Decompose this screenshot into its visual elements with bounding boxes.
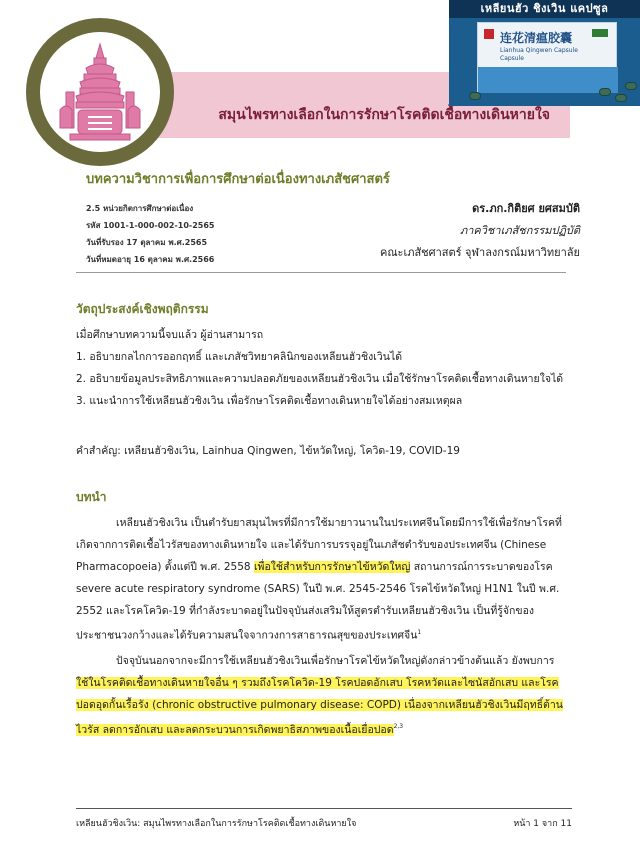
- para-text: Pharmacopoeia) ตั้งแต่ปี พ.ศ. 2558: [76, 561, 254, 573]
- capsule-box: [477, 22, 617, 92]
- para-text: สถานการณ์การระบาดของโรค: [410, 561, 553, 573]
- capsule-pill-icon: [615, 94, 627, 102]
- phra-kiao-emblem-icon: [40, 32, 160, 152]
- para-line: [76, 672, 568, 694]
- para-text: ประชาชนวงกว้างและได้รับความสนใจจากวงการสาธารณสุขของประเทศจีน: [76, 629, 418, 642]
- capsule-pill-icon: [599, 88, 611, 96]
- capsule-pill-icon: [469, 92, 481, 100]
- page-number: หน้า 1 จาก 11: [513, 819, 572, 829]
- para-line: severe acute respiratory syndrome (SARS) ในปี พ.ศ. 2545-2546 โรคไข้หวัดใหญ่ H1N1 ในปี พ.ศ.: [76, 583, 560, 595]
- objectives-list: [76, 324, 563, 412]
- box-english-sub: Capsule: [500, 55, 524, 62]
- intro-heading: บทนำ: [76, 490, 107, 504]
- capsule-pill-icon: [625, 82, 637, 90]
- highlighted-text: ใช้ในโรคติดเชื้อทางเดินหายใจอื่น ๆ รวมถึงโรคโควิด-19 โรคปอดอักเสบ โรคหวัดและไซนัสอักเสบ และโรค: [76, 677, 559, 689]
- objective-item: 3. แนะนำการใช้เหลียนฮัวชิงเวิน เพื่อรักษาโรคติดเชื้อทางเดินหายใจได้อย่างสมเหตุผล: [76, 395, 463, 407]
- box-english-name: Lianhua Qingwen Capsule: [500, 47, 578, 54]
- objectives-intro: เมื่อศึกษาบทความนี้จบแล้ว ผู้อ่านสามารถ: [76, 329, 264, 341]
- para-line: 2552 และโรคโควิด-19 ที่กำลังระบาดอยู่ในปัจจุบันส่งเสริมให้สูตรตำรับเหลียนฮัวชิงเวิน เป็นที่รู้จักของ: [76, 605, 535, 617]
- author-faculty: คณะเภสัชศาสตร์ จุฬาลงกรณ์มหาวิทยาลัย: [379, 246, 580, 259]
- product-image: [449, 0, 640, 106]
- citation-superscript: 2,3: [393, 723, 404, 730]
- product-caption: เหลียนฮัว ชิงเวิน แคปซูล: [449, 0, 640, 18]
- course-expiry-date: วันที่หมดอายุ 16 ตุลาคม พ.ศ.2566: [86, 255, 215, 264]
- author-dept: ภาควิชาเภสัชกรรมปฏิบัติ: [459, 224, 580, 237]
- course-title: บทความวิชาการเพื่อการศึกษาต่อเนื่องทางเภสัชศาสตร์: [86, 172, 390, 187]
- objective-item: 2. อธิบายข้อมูลประสิทธิภาพและความปลอดภัยของเหลียนฮัวชิงเวิน เมื่อใช้รักษาโรคติดเชื้อทางเดินหายใจได้: [76, 373, 564, 385]
- para-line: เกิดจากการติดเชื้อไวรัสของทางเดินหายใจ และได้รับการบรรจุอยู่ในเภสัชตำรับของประเทศจีน (Chinese: [76, 539, 547, 551]
- university-logo: [26, 18, 174, 166]
- section-divider: [76, 272, 566, 273]
- logo-inner: [40, 32, 160, 152]
- box-chinese-name: 连花清瘟胶囊: [500, 31, 573, 45]
- keywords-text: เหลียนฮัวชิงเวิน, Lainhua Qingwen, ไข้หวัดใหญ่, โควิด-19, COVID-19: [124, 445, 460, 457]
- course-code: รหัส 1001-1-000-002-10-2565: [86, 221, 215, 230]
- intro-paragraph-1: [76, 512, 568, 644]
- para-line: ปัจจุบันนอกจากจะมีการใช้เหลียนฮัวชิงเวินเพื่อรักษาโรคไข้หวัดใหญ่ดังกล่าวข้างต้นแล้ว ยังพบการ: [116, 655, 555, 667]
- intro-paragraph-2: [76, 650, 568, 738]
- course-accepted-date: วันที่รับรอง 17 ตุลาคม พ.ศ.2565: [86, 238, 208, 247]
- box-logo-icon: [484, 29, 494, 39]
- course-credits: 2.5 หน่วยกิตการศึกษาต่อเนื่อง: [86, 204, 194, 213]
- objective-item: 1. อธิบายกลไกการออกฤทธิ์ และเภสัชวิทยาคลินิกของเหลียนฮัวชิงเวินได้: [76, 351, 403, 363]
- highlighted-text: ปอดอุดกั้นเรื้อรัง (chronic obstructive pulmonary disease: COPD) เนื่องจากเหลียนฮัวชิงเวินมีฤทธิ์ต้าน: [76, 699, 563, 711]
- para-line: [76, 556, 568, 578]
- para-line: [76, 622, 568, 644]
- page-footer: [76, 816, 572, 830]
- keywords-line: [76, 440, 460, 462]
- para-line: [76, 716, 568, 738]
- citation-superscript: 1: [417, 629, 422, 636]
- course-meta: [86, 200, 214, 268]
- box-brand-icon: [592, 29, 608, 37]
- keywords-label: คำสำคัญ:: [76, 445, 121, 457]
- highlighted-text: เพื่อใช้สำหรับการรักษาไข้หวัดใหญ่: [253, 561, 411, 573]
- author-block: [380, 198, 580, 264]
- title-line-2: สมุนไพรทางเลือกในการรักษาโรคติดเชื้อทางเดินหายใจ: [218, 107, 550, 123]
- footer-title: เหลียนฮัวชิงเวิน: สมุนไพรทางเลือกในการรักษาโรคติดเชื้อทางเดินหายใจ: [76, 819, 357, 829]
- highlighted-text: ไวรัส ลดการอักเสบ และลดกระบวนการเกิดพยาธิสภาพของเนื้อเยื่อปอด: [76, 723, 394, 736]
- objectives-heading: วัตถุประสงค์เชิงพฤติกรรม: [76, 302, 209, 316]
- author-name: ดร.ภก.กิติยศ ยศสมบัติ: [472, 202, 580, 215]
- para-line: [76, 694, 568, 716]
- footer-divider: [76, 808, 572, 809]
- box-wave-graphic: [478, 67, 618, 93]
- para-line: เหลียนฮัวชิงเวิน เป็นตำรับยาสมุนไพรที่มีการใช้มายาวนานในประเทศจีนโดยมีการใช้เพื่อรักษาโรคที่: [116, 517, 562, 529]
